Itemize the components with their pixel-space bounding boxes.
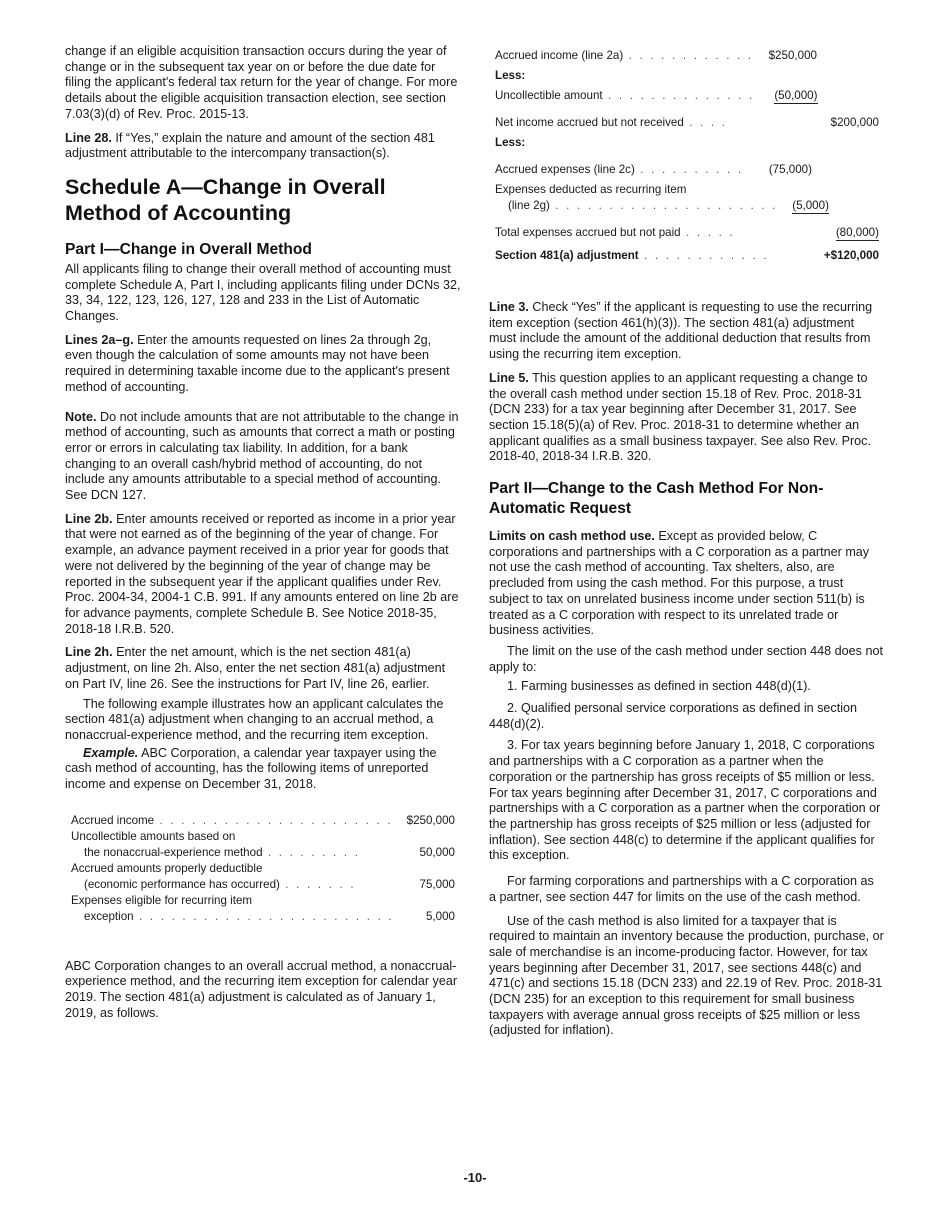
line-28-lead: Line 28.: [65, 130, 112, 145]
line-3-lead: Line 3.: [489, 300, 529, 314]
calc-label: Total expenses accrued but not paid: [495, 226, 681, 239]
leader-dots: . . . . . . . . . . . . . . . . . . . . . .: [154, 813, 393, 827]
part-1-intro: All applicants filing to change their overall method of accounting must complete Schedule A, Part I, including applicants filing under DCNs 32, 33, 34, 122, 123, 126, 127, 128 and 233 in the List of Automatic Changes.: [65, 261, 461, 324]
following-paragraph: The following example illustrates how an applicant calculates the section 481(a) adjustment when changing to an accrual method, a nonaccrual-experience method, and the recurring item exception.: [65, 696, 444, 742]
calc-label: (line 2g): [508, 199, 550, 212]
line-5-lead: Line 5.: [489, 370, 529, 385]
calc-label: Accrued income (line 2a): [495, 49, 624, 62]
farming-paragraph: For farming corporations and partnerships with a C corporation as a partner, see section 447 for limits on the use of the cash method.: [489, 874, 874, 904]
calc-label: Accrued expenses (line 2c): [495, 163, 635, 176]
table-row: [71, 861, 455, 877]
calc-label: Net income accrued but not received: [495, 116, 684, 129]
line-2b-text: Enter amounts received or reported as income in a prior year that were not earned as of the beginning of the year of change. For example, an advance payment received in a prior year for goods that were not delivered by the beginning of the year of change may be reported in the subsequent year if the applicant qualifies under Rev. Proc. 2004-34, 2004-1 C.B. 991. If any amounts entered on line 2b are for advance payments, complete Schedule B. See Notice 2018-35, 2018-18 I.R.B. 520.: [65, 511, 459, 636]
line-5-text: This question applies to an applicant requesting a change to the overall cash method under section 15.18 of Rev. Proc. 2018-31 (DCN 233) for a tax year beginning after December 31, 2017. See section 15.18(5)(a) of Rev. Proc. 2018-31 to determine whether an applicant qualifies as a small business taxpayer. See also Rev. Proc. 2018-40, 2018-34 I.R.B. 320.: [489, 370, 871, 464]
schedule-a-title: Schedule A—Change in Overall Method of Accounting: [65, 174, 386, 225]
table-row: [71, 813, 455, 829]
item-label: Uncollectible amounts based on: [71, 829, 236, 843]
leader-dots: . . . . . . . . . . . .: [638, 249, 769, 262]
table-row: [495, 180, 879, 198]
line-2h-lead: Line 2h.: [65, 645, 113, 660]
part-1-title: Part I—Change in Overall Method: [65, 240, 312, 258]
list-item: 3. For tax years beginning before January 1, 2018, C corporations and partnerships with a C corporation as a partner when the corporation or the partnership has gross receipts of $5 million or less. For tax years beginning after December 31, 2017, C corporations and partnerships with a C corporation as a partner when the corporation or the partnership has gross receipts of $25 million or less (adjusted for inflation). See section 448(c) to determine if the applicant qualifies for this exception.: [489, 738, 881, 863]
calc-label: Section 481(a) adjustment: [495, 249, 639, 262]
inventory-paragraph: Use of the cash method is also limited for a taxpayer that is required to maintain an inventory because the production, purchase, or sale of merchandise is an income-producing factor. However, for tax years beginning after December 31, 2017, see sections 448(c) and 471(c) and sections 15.18 (DCN 233) and 22.19 of Rev. Proc. 2018-31 (DCN 235) for an exception to this requirement for small business taxpayers with average annual gross receipts of $25 million or less (adjusted for inflation).: [489, 913, 884, 1038]
item-label: Expenses eligible for recurring item: [71, 893, 253, 907]
lines-2a-g-lead: Lines 2a–g.: [65, 332, 134, 347]
item-label: Accrued amounts properly deductible: [71, 861, 263, 875]
item-label: the nonaccrual-experience method: [84, 845, 263, 859]
example-items-table: [71, 813, 455, 925]
table-row: [71, 829, 455, 845]
item-label: (economic performance has occurred): [84, 877, 280, 891]
calc-mid-value: (75,000): [768, 163, 812, 176]
item-label: exception: [84, 909, 134, 923]
leader-dots: . . . . . . . . . . . . . . . . . . . . .: [549, 199, 778, 212]
example-text: ABC Corporation, a calendar year taxpayer using the cash method of accounting, has the following items of unreported income and expense on December 31, 2018.: [65, 745, 437, 792]
line-2b-paragraph: [65, 512, 461, 638]
lines-2a-g-text: Enter the amounts requested on lines 2a through 2g, even though the calculation of some amounts may not have been required in determining taxable income due to the applicant's present method of accounting.: [65, 332, 450, 394]
example-lead: Example.: [83, 745, 139, 760]
left-column: [65, 44, 461, 1030]
right-column: [489, 44, 884, 1047]
table-row: [71, 877, 455, 893]
note-paragraph: [65, 410, 461, 504]
leader-dots: . . . . . . . . . .: [634, 163, 744, 176]
table-row: [495, 46, 879, 66]
paragraph-continuation: change if an eligible acquisition transaction occurs during the year of change or in the subsequent tax year on or before the due date for filing the applicant's federal tax return for the year of change. For more details about the eligible acquisition transaction election, see section 7.03(3)(d) of Rev. Proc. 2015-13.: [65, 44, 458, 121]
limits-lead: Limits on cash method use.: [489, 529, 655, 544]
calc-mid-value: $250,000: [768, 49, 817, 62]
leader-dots: . . . . . . . . .: [262, 845, 361, 859]
leader-dots: . . . .: [683, 116, 728, 129]
page-number: -10-: [463, 1170, 487, 1185]
item-label: Accrued income: [71, 813, 155, 827]
table-row: [495, 160, 879, 180]
item-value: 75,000: [419, 877, 455, 891]
table-row: [495, 246, 879, 266]
table-row: [495, 223, 879, 243]
leader-dots: . . . . . . . . . . . .: [623, 49, 754, 62]
calc-label: Uncollectible amount: [495, 89, 603, 102]
calc-right-value: (80,000): [835, 226, 879, 239]
table-row: [495, 198, 879, 216]
calc-right-value: +$120,000: [823, 249, 879, 262]
note-lead: Note.: [65, 409, 97, 424]
abc-changes-paragraph: ABC Corporation changes to an overall accrual method, a nonaccrual-experience method, and the recurring item exception for calendar year 2019. The section 481(a) adjustment is calculated as of January 1, 2019, as follows.: [65, 958, 458, 1020]
table-row: [495, 133, 879, 153]
list-item: 2. Qualified personal service corporations as defined in section 448(d)(2).: [489, 701, 858, 731]
line-5-paragraph: [489, 371, 884, 465]
line-28-text: If “Yes,” explain the nature and amount of the section 481 adjustment attributable to the intercompany transaction(s).: [65, 130, 435, 161]
list-item: 1. Farming businesses as defined in section 448(d)(1).: [507, 679, 811, 694]
calc-label: Expenses deducted as recurring item: [495, 183, 687, 196]
leader-dots: . . . . . . . . . . . . . . . . . . . . . . . .: [133, 909, 394, 923]
note-text: Do not include amounts that are not attributable to the change in method of accounting, such as amounts that correct a math or posting error or errors in calculating tax liability. In addition, for a bank changing to an overall cash/hybrid method of accounting, do not include any amounts attributable to a special method of accounting. See DCN 127.: [65, 409, 459, 503]
leader-dots: . . . . .: [680, 226, 735, 239]
table-row: [495, 66, 879, 86]
limits-text: Except as provided below, C corporations and partnerships with a C corporation as a partner may not use the cash method of accounting. Tax shelters, also, are precluded from using the cash method. For this purpose, a trust subject to tax on unrelated business income under section 511(b) is treated as a C corporation with respect to its unrelated trade or business activities.: [489, 529, 870, 638]
exceptions-list: [489, 679, 884, 864]
item-value: 5,000: [425, 909, 455, 923]
calc-label: Less:: [495, 136, 526, 149]
item-value: $250,000: [406, 813, 455, 827]
limit-448-paragraph: The limit on the use of the cash method under section 448 does not apply to:: [489, 643, 883, 674]
line-3-text: Check “Yes” if the applicant is requesting to use the recurring item exception (section 461(h)(3)). The section 481(a) adjustment must include the amount of the additional deduction that results from using the recurring item exception.: [489, 300, 873, 362]
line-28-paragraph: [65, 131, 461, 162]
leader-dots: . . . . . . . . . . . . . .: [602, 89, 755, 102]
line-3-paragraph: [489, 300, 884, 363]
table-row: [495, 86, 879, 106]
calc-right-value: $200,000: [830, 116, 879, 129]
calc-mid-value: (50,000): [774, 89, 818, 102]
item-value: 50,000: [419, 845, 455, 859]
limits-paragraph: [489, 529, 884, 639]
leader-dots: . . . . . . .: [279, 877, 356, 891]
calc-mid-value: (5,000): [792, 199, 829, 212]
calc-label: Less:: [495, 69, 526, 82]
part-2-title: Part II—Change to the Cash Method For Non-Automatic Request: [489, 480, 824, 518]
lines-2a-g-paragraph: [65, 333, 461, 396]
table-row: [495, 113, 879, 133]
example-paragraph: [65, 746, 461, 793]
table-row: [71, 893, 455, 909]
table-row: [71, 845, 455, 861]
table-row: [71, 909, 455, 925]
line-2b-lead: Line 2b.: [65, 511, 113, 526]
adjustment-calculation-table: [495, 46, 879, 266]
line-2h-paragraph: [65, 645, 461, 692]
line-2h-text: Enter the net amount, which is the net section 481(a) adjustment, on line 2h. Also, enter the net section 481(a) adjustment on Part IV, line 26. See the instructions for Part IV, line 26, earlier.: [65, 645, 446, 691]
